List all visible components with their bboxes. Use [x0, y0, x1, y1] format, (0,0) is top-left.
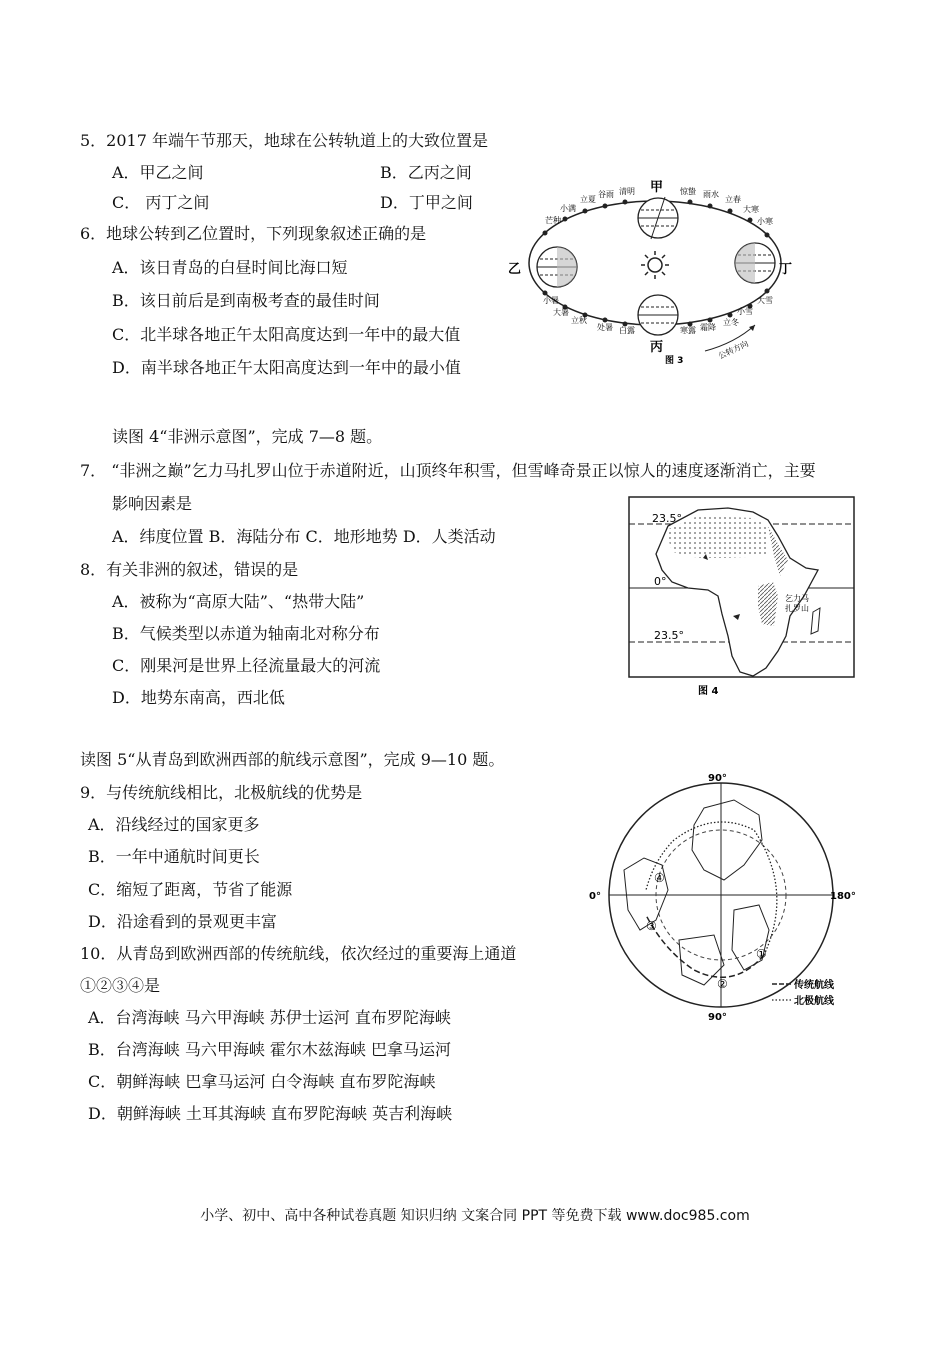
q9-stem: 9．与传统航线相比，北极航线的优势是 — [80, 783, 363, 802]
marker-2: ② — [717, 977, 728, 991]
term-liqiu: 立秋 — [571, 316, 587, 325]
q8-option-d: D．地势东南高，西北低 — [112, 688, 285, 707]
q5-option-b: B．乙丙之间 — [380, 163, 472, 182]
term-xiaoxue: 小雪 — [737, 307, 753, 316]
q9-option-d: D．沿途看到的景观更丰富 — [88, 912, 277, 931]
read-fig4-intro: 读图 4“非洲示意图”，完成 7—8 题。 — [112, 427, 383, 446]
term-dahan: 大寒 — [743, 205, 759, 214]
label-tropic-south: 23.5° — [654, 629, 684, 642]
term-qingming: 清明 — [619, 187, 635, 196]
term-guyu: 谷雨 — [598, 190, 614, 199]
term-xiaoshu: 小暑 — [543, 296, 559, 305]
q10-option-d: D．朝鲜海峡 土耳其海峡 直布罗陀海峡 英吉利海峡 — [88, 1104, 453, 1123]
q10-stem-line2: ①②③④是 — [80, 976, 161, 995]
q7-stem-line2: 影响因素是 — [112, 494, 193, 513]
figure-4-africa-map — [628, 496, 858, 700]
label-top-90: 90° — [708, 773, 727, 784]
marker-4: ④ — [654, 871, 665, 885]
earth-bing-icon — [638, 295, 678, 335]
term-hanlu: 寒露 — [680, 326, 696, 335]
label-mountain-line1: 乞力马 — [785, 594, 809, 603]
q10-option-b: B．台湾海峡 马六甲海峡 霍尔木兹海峡 巴拿马运河 — [88, 1040, 452, 1059]
label-left-0: 0° — [589, 891, 601, 902]
q9-option-c: C．缩短了距离，节省了能源 — [88, 880, 293, 899]
label-mountain-line2: 扎罗山 — [785, 604, 809, 613]
q10-stem-line1: 10．从青岛到欧洲西部的传统航线，依次经过的重要海上通道 — [80, 944, 517, 963]
q10-option-a: A．台湾海峡 马六甲海峡 苏伊士运河 直布罗陀海峡 — [88, 1008, 451, 1027]
term-lixia: 立夏 — [580, 195, 596, 204]
label-tropic-north: 23.5° — [652, 512, 682, 525]
term-lichun: 立春 — [725, 195, 741, 204]
term-mangzhong: 芒种 — [545, 216, 561, 225]
q5-stem: 5．2017 年端午节那天，地球在公转轨道上的大致位置是 — [80, 131, 488, 150]
q8-option-a: A．被称为“高原大陆”、“热带大陆” — [112, 592, 365, 611]
label-yi: 乙 — [508, 262, 522, 277]
term-yushui: 雨水 — [703, 190, 719, 199]
earth-yi-icon — [537, 247, 577, 287]
figure-5-route-map — [584, 770, 864, 1020]
label-bottom-90: 90° — [708, 1012, 727, 1020]
direction-label: 公转方向 — [717, 339, 750, 361]
q6-option-c: C．北半球各地正午太阳高度达到一年中的最大值 — [112, 325, 461, 344]
q6-option-d: D．南半球各地正午太阳高度达到一年中的最小值 — [112, 358, 461, 377]
figure-3-orbit-diagram — [505, 175, 795, 370]
q7-stem-line1: 7． “非洲之巅”乞力马扎罗山位于赤道附近，山顶终年积雪，但雪峰奇景正以惊人的速度逐渐消亡，主要 — [80, 461, 816, 480]
earth-jia-icon — [638, 197, 678, 239]
q7-options: A．纬度位置 B．海陆分布 C．地形地势 D．人类活动 — [112, 527, 496, 546]
term-xiaohan: 小寒 — [757, 217, 773, 226]
label-bing: 丙 — [650, 340, 664, 355]
term-xiaoman: 小满 — [560, 204, 576, 213]
term-bailu: 白露 — [619, 326, 635, 335]
q10-option-c: C．朝鲜海峡 巴拿马运河 白令海峡 直布罗陀海峡 — [88, 1072, 436, 1091]
q8-stem: 8．有关非洲的叙述，错误的是 — [80, 560, 299, 579]
q6-stem: 6．地球公转到乙位置时，下列现象叙述正确的是 — [80, 224, 427, 243]
term-dashu: 大暑 — [553, 308, 569, 317]
label-right-180: 180° — [830, 891, 856, 902]
term-shuangjiang: 霜降 — [700, 323, 716, 332]
q8-option-b: B．气候类型以赤道为轴南北对称分布 — [112, 624, 380, 643]
q5-option-d: D．丁甲之间 — [380, 193, 473, 212]
figure-4-caption: 图 4 — [698, 686, 719, 697]
sun-icon — [641, 251, 669, 279]
label-ding: 丁 — [779, 262, 793, 277]
footer-text: 小学、初中、高中各种试卷真题 知识归纳 文案合同 PPT 等免费下载 www.doc985.com — [200, 1208, 750, 1224]
read-fig5-intro: 读图 5“从青岛到欧洲西部的航线示意图”，完成 9—10 题。 — [80, 750, 505, 769]
marker-1: ① — [756, 947, 767, 961]
term-daxue: 大雪 — [757, 296, 773, 305]
label-equator: 0° — [654, 575, 667, 588]
term-jingzhe: 惊蛰 — [680, 187, 696, 196]
term-lidong: 立冬 — [723, 318, 739, 327]
term-chushu: 处暑 — [597, 323, 613, 332]
label-jia: 甲 — [650, 180, 664, 195]
q9-option-a: A．沿线经过的国家更多 — [88, 815, 260, 834]
q5-option-c: C． 丙丁之间 — [112, 193, 210, 212]
q6-option-a: A．该日青岛的白昼时间比海口短 — [112, 258, 348, 277]
q6-option-b: B．该日前后是到南极考查的最佳时间 — [112, 291, 380, 310]
earth-ding-icon — [735, 243, 775, 283]
figure-3-caption: 图 3 — [665, 356, 684, 366]
legend-traditional-label: 传统航线 — [794, 980, 834, 991]
legend-arctic-label: 北极航线 — [794, 996, 834, 1007]
madagascar — [811, 608, 820, 634]
q5-option-a: A．甲乙之间 — [112, 163, 204, 182]
q9-option-b: B．一年中通航时间更长 — [88, 847, 260, 866]
marker-3: ③ — [646, 919, 657, 933]
q8-option-c: C．刚果河是世界上径流量最大的河流 — [112, 656, 381, 675]
